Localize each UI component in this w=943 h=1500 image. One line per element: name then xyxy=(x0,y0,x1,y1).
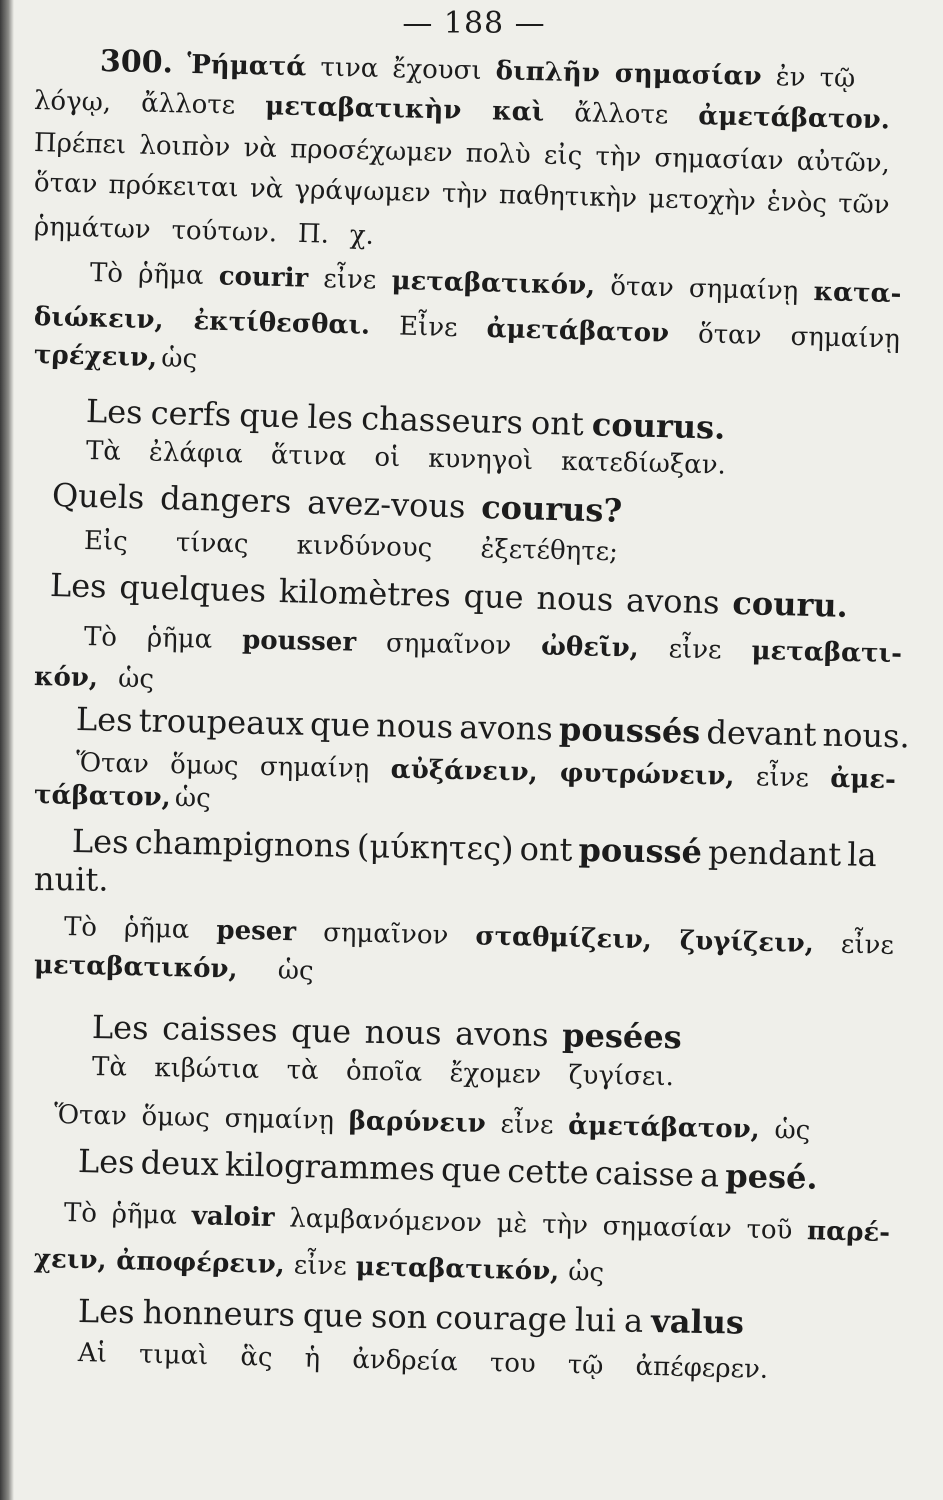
bold-term: χειν, ἀποφέρειν, xyxy=(33,1244,286,1281)
bold-term: τρέχειν, xyxy=(33,340,158,374)
text-run: Les cerfs que les chasseurs ont xyxy=(85,392,593,444)
line-content xyxy=(76,700,911,755)
text-line-8 xyxy=(34,340,198,374)
text-run: Εἶνε xyxy=(369,310,488,344)
page-number: — 188 — xyxy=(402,6,546,41)
bold-term: ὠθεῖν, xyxy=(540,631,640,664)
bold-term: courir xyxy=(218,261,309,294)
bold-term: courus? xyxy=(480,487,623,530)
text-line-30 xyxy=(78,1338,769,1385)
text-run: ὡς xyxy=(237,954,314,987)
bold-term: valoir xyxy=(191,1201,275,1234)
text-line-15 xyxy=(34,662,155,695)
bold-term: couru. xyxy=(731,583,849,625)
text-run: Quels dangers avez-vous xyxy=(51,476,482,526)
text-run: ὅταν πρόκειται νὰ γράψωμεν τὴν παθητικὴν μετοχὴν ἑνὸς τῶν xyxy=(33,168,890,221)
text-run: ῥημάτων τούτων. Π. χ. xyxy=(33,212,375,251)
bold-term: διπλῆν σημασίαν xyxy=(495,56,762,92)
text-line-26 xyxy=(78,1142,818,1197)
text-run: Εἰς τίνας κινδύνους ἐξετέθητε; xyxy=(83,526,619,568)
bold-term: poussés xyxy=(558,710,701,752)
text-line-19 xyxy=(72,822,877,874)
text-line-11 xyxy=(51,476,622,530)
text-run: εἶνε xyxy=(734,761,831,794)
bold-term: τάβατον, xyxy=(33,780,171,813)
text-run: Ὅταν ὅμως σημαίνῃ xyxy=(75,748,392,785)
line-content xyxy=(51,476,622,530)
bold-term: courus. xyxy=(591,405,726,447)
text-run: εἶνε xyxy=(485,1109,569,1141)
line-content xyxy=(34,860,109,899)
text-run: devant nous. xyxy=(699,713,911,756)
line-content xyxy=(34,662,155,695)
text-run: Τὰ ἐλάφια ἅτινα οἱ κυνηγοὶ κατεδίωξαν. xyxy=(85,436,727,481)
bold-term: κατα- xyxy=(813,276,902,310)
text-run: pendant la xyxy=(701,832,877,875)
bold-term: ἀμετάβατον. xyxy=(697,101,891,136)
text-run: ὅταν σημαίνῃ xyxy=(594,271,814,307)
text-run: τινα ἔχουσι xyxy=(305,52,497,87)
text-line-14 xyxy=(84,622,903,669)
line-content xyxy=(84,622,903,669)
text-run: ὅταν σημαίνῃ xyxy=(668,318,901,355)
text-run: ὡς xyxy=(558,1256,605,1288)
bold-term: poussé xyxy=(578,830,703,871)
line-content xyxy=(90,258,902,309)
bold-term: μεταβατικὴν καὶ xyxy=(264,91,545,128)
line-content xyxy=(78,1338,769,1385)
text-line-29 xyxy=(78,1292,745,1342)
text-run: Les quelques kilomètres que nous avons xyxy=(49,566,733,622)
text-run: Πρέπει λοιπὸν νὰ προσέχωμεν πολὺ εἰς τὴν σημασίαν αὐτῶν, xyxy=(33,128,891,179)
line-content xyxy=(50,566,849,625)
line-content xyxy=(34,340,198,374)
text-run: ὡς xyxy=(97,663,155,695)
book-page xyxy=(34,0,914,1500)
bold-term: μεταβατικόν, xyxy=(391,265,596,302)
bold-term: valus xyxy=(650,1302,745,1342)
line-content xyxy=(92,1008,682,1056)
text-run: Ὅταν ὅμως σημαίνῃ xyxy=(53,1100,350,1137)
line-content xyxy=(34,1244,605,1288)
bold-term: ἀμετάβατον, xyxy=(567,1110,761,1145)
text-line-5 xyxy=(34,212,375,251)
bold-term: μεταβατι- xyxy=(751,635,903,670)
text-line-25 xyxy=(54,1100,811,1146)
text-line-6 xyxy=(90,258,902,309)
text-run: ὡς xyxy=(759,1114,811,1146)
bold-term: ἀμε- xyxy=(829,763,897,796)
text-line-28 xyxy=(34,1244,605,1288)
text-run: λαμβανόμενον μὲ τὴν σημασίαν τοῦ xyxy=(274,1203,808,1247)
text-run: Les deux kilogrammes que cette caisse a xyxy=(77,1142,726,1195)
text-run: λόγῳ, ἄλλοτε xyxy=(33,86,266,122)
bold-term: pesées xyxy=(561,1016,683,1057)
line-content xyxy=(34,780,211,814)
text-run: Τὰ κιβώτια τὰ ὁποῖα ἔχομεν ζυγίσει. xyxy=(91,1052,675,1093)
text-line-24 xyxy=(92,1052,674,1092)
text-run: εἶνε xyxy=(638,633,752,666)
line-content xyxy=(34,168,890,220)
text-line-23 xyxy=(92,1008,682,1056)
bold-term: βαρύνειν xyxy=(348,1106,487,1140)
bold-term: pousser xyxy=(241,625,357,658)
text-run: Les champignons (μύκητες) ont xyxy=(71,822,579,869)
bold-term: ἀμετάβατον xyxy=(486,313,670,349)
bold-term: διώκειν, ἐκτίθεσθαι. xyxy=(33,302,371,341)
line-content xyxy=(34,950,314,986)
text-line-13 xyxy=(50,566,849,625)
text-run: Τὸ ῥῆμα xyxy=(83,622,243,656)
bold-term: Ῥήματά xyxy=(186,49,307,83)
bold-term: αὐξάνειν, φυτρώνειν, xyxy=(390,754,735,792)
bold-term: σταθμίζειν, ζυγίζειν, xyxy=(475,921,815,960)
line-content xyxy=(64,1198,891,1248)
line-content xyxy=(187,50,856,94)
bold-term: pesé. xyxy=(724,1156,819,1197)
text-run: σημαῖνον xyxy=(295,917,476,952)
text-run: Αἱ τιμαὶ ἃς ἡ ἀνδρεία του τῷ ἀπέφερεν. xyxy=(77,1338,769,1385)
line-content xyxy=(54,1100,811,1146)
text-run: Les caisses que nous avons xyxy=(91,1008,563,1055)
text-run: nuit. xyxy=(33,860,109,899)
line-content xyxy=(34,86,891,135)
bold-term: κόν, xyxy=(33,662,99,694)
text-line-20 xyxy=(34,860,109,899)
text-run: Τὸ ῥῆμα xyxy=(89,258,220,292)
text-line-22 xyxy=(34,950,314,986)
text-run: ὡς xyxy=(156,343,198,375)
text-line-27 xyxy=(64,1198,891,1248)
text-run: Les honneurs que son courage lui a xyxy=(77,1292,652,1341)
text-line-12 xyxy=(84,526,619,567)
line-content xyxy=(92,1052,674,1092)
line-content xyxy=(34,212,375,251)
page-binding-shadow xyxy=(0,0,14,1500)
line-content xyxy=(72,822,877,874)
text-line-4 xyxy=(34,168,890,220)
text-run: ὡς xyxy=(170,782,212,814)
text-run: Les troupeaux que nous avons xyxy=(75,700,560,749)
text-line-2 xyxy=(34,86,891,135)
text-run: εἶνε xyxy=(284,1250,357,1282)
text-run: εἶνε xyxy=(307,263,392,296)
bold-term: παρέ- xyxy=(806,1216,891,1249)
text-line-18 xyxy=(34,780,211,814)
text-run: σημαῖνον xyxy=(355,627,542,662)
text-run: Τὸ ῥῆμα xyxy=(63,912,217,946)
text-run: Τὸ ῥῆμα xyxy=(63,1198,193,1232)
bold-term: μεταβατικόν, xyxy=(33,950,238,985)
bold-term: μεταβατικόν, xyxy=(355,1251,560,1287)
line-content xyxy=(78,1292,745,1342)
text-run: ἐν τῷ xyxy=(761,61,856,94)
line-content xyxy=(78,1142,818,1197)
text-run: εἶνε xyxy=(813,929,895,961)
text-run: ἄλλοτε xyxy=(543,97,699,132)
text-line-1 xyxy=(100,44,856,95)
text-line-16 xyxy=(76,700,911,755)
section-number: 300. xyxy=(99,44,174,81)
bold-term: peser xyxy=(216,915,297,948)
line-content xyxy=(84,526,619,567)
